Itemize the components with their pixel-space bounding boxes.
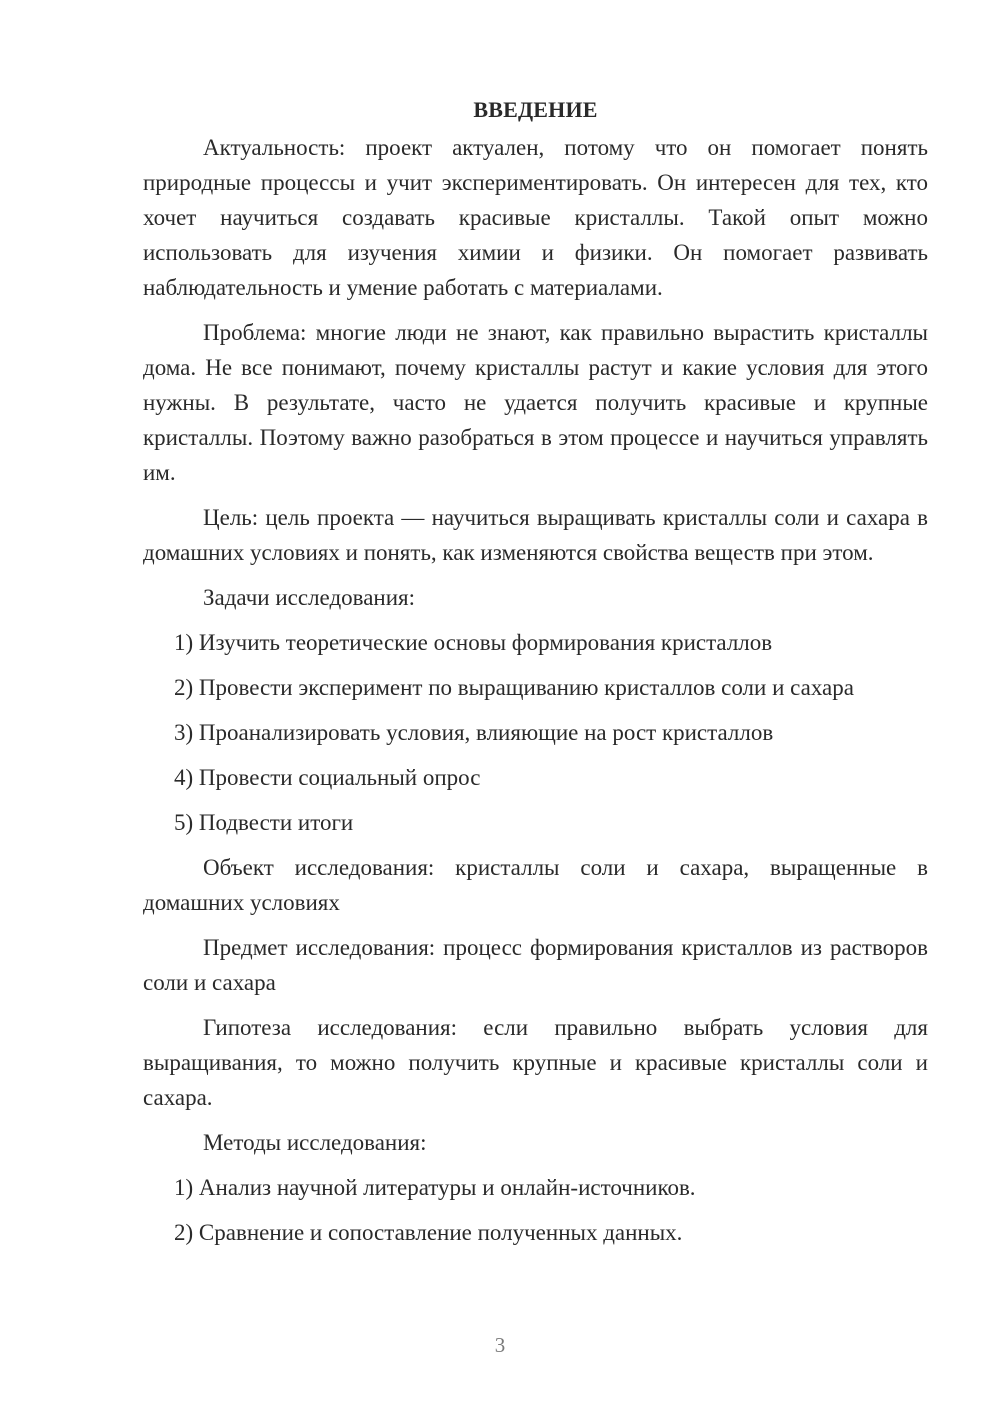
method-item: 2) Сравнение и сопоставление полученных данных. <box>174 1220 683 1245</box>
section-title: ВВЕДЕНИЕ <box>473 97 598 122</box>
object-paragraph: Объект исследования: кристаллы соли и сахара, выращенные в домашних условиях <box>143 855 928 915</box>
task-item: 2) Провести эксперимент по выращиванию кристаллов соли и сахара <box>174 675 854 700</box>
goal-paragraph: Цель: цель проекта — научиться выращивать кристаллы соли и сахара в домашних условиях и понять, как изменяются свойства веществ при этом. <box>143 505 928 565</box>
task-item: 5) Подвести итоги <box>174 810 354 835</box>
document-page <box>143 92 928 1260</box>
methods-heading: Методы исследования: <box>203 1130 427 1155</box>
relevance-paragraph: Актуальность: проект актуален, потому что он помогает понять природные процессы и учит экспериментировать. Он интересен для тех, кто хочет научиться создавать красивые кристаллы. Такой опыт можно использовать для изучения химии и физики. Он помогает развивать наблюдательность и умение работать с материалами. <box>143 135 928 300</box>
task-item: 4) Провести социальный опрос <box>174 765 481 790</box>
method-item: 1) Анализ научной литературы и онлайн-источников. <box>174 1175 696 1200</box>
page-number: 3 <box>494 1333 506 1357</box>
tasks-heading: Задачи исследования: <box>203 585 416 610</box>
hypothesis-paragraph: Гипотеза исследования: если правильно выбрать условия для выращивания, то можно получить крупные и красивые кристаллы соли и сахара. <box>143 1015 928 1110</box>
task-item: 1) Изучить теоретические основы формирования кристаллов <box>174 630 773 655</box>
task-item: 3) Проанализировать условия, влияющие на рост кристаллов <box>174 720 774 745</box>
problem-paragraph: Проблема: многие люди не знают, как правильно вырастить кристаллы дома. Не все понимают, почему кристаллы растут и какие условия для этого нужны. В результате, часто не удается получить красивые и крупные кристаллы. Поэтому важно разобраться в этом процессе и научиться управлять им. <box>143 320 928 485</box>
subject-paragraph: Предмет исследования: процесс формирования кристаллов из растворов соли и сахара <box>143 935 928 995</box>
